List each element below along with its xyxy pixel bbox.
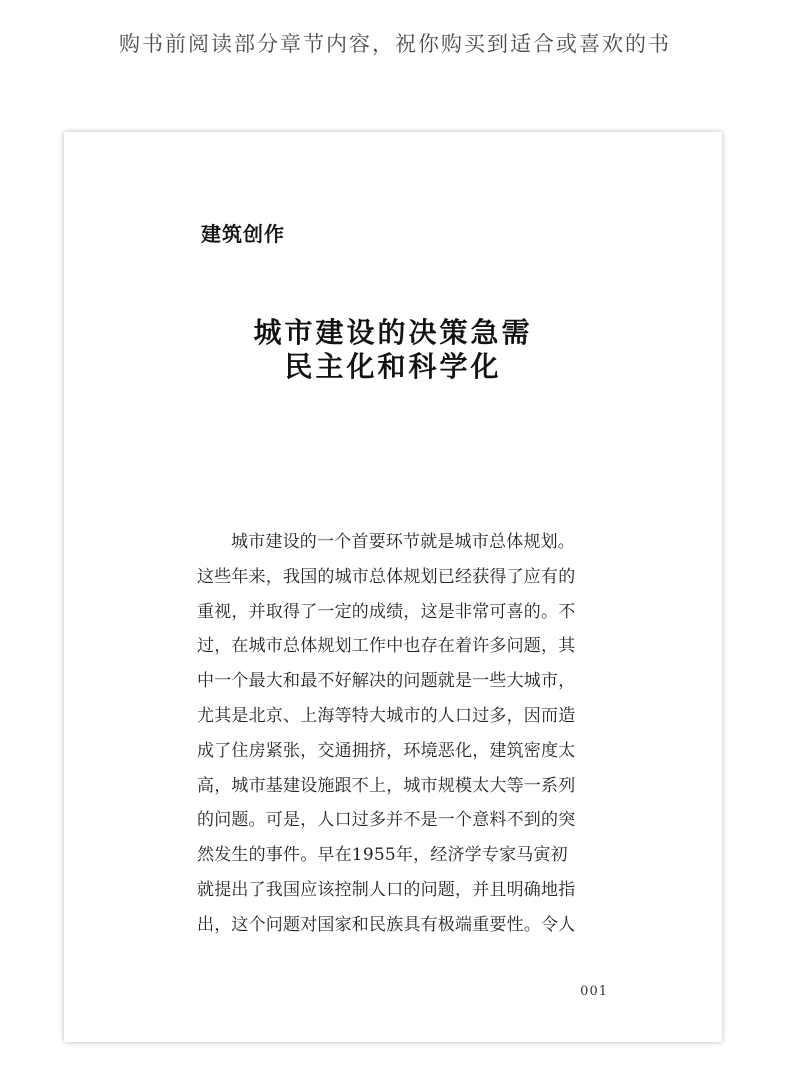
page-number: 001 — [580, 984, 608, 999]
chapter-title-line: 民主化和科学化 — [284, 350, 502, 383]
body-line: 出，这个问题对国家和民族具有极端重要性。令人 — [197, 914, 576, 935]
body-line: 城市建设的一个首要环节就是城市总体规划。 — [231, 532, 575, 552]
book-page — [64, 132, 722, 1042]
body-line: 成了住房紧张，交通拥挤，环境恶化，建筑密度太 — [197, 740, 576, 761]
body-line: 尤其是北京、上海等特大城市的人口过多，因而造 — [197, 705, 576, 726]
chapter-title — [64, 316, 722, 384]
top-banner — [0, 0, 790, 82]
body-line: 然发生的事件。早在1955年，经济学专家马寅初 — [197, 845, 568, 866]
banner-text: 购书前阅读部分章节内容，祝你购买到适合或喜欢的书 — [119, 32, 671, 56]
section-label: 建筑创作 — [201, 222, 285, 246]
body-line: 高，城市基建设施跟不上，城市规模太大等一系列 — [197, 775, 576, 796]
body-line: 的问题。可是，人口过多并不是一个意料不到的突 — [197, 810, 576, 831]
chapter-title-line: 城市建设的决策急需 — [253, 316, 533, 349]
body-text — [197, 525, 607, 943]
body-line: 这些年来，我国的城市总体规划已经获得了应有的 — [197, 566, 576, 587]
body-line: 就提出了我国应该控制人口的问题，并且明确地指 — [197, 879, 576, 900]
body-line: 过，在城市总体规划工作中也存在着许多问题，其 — [197, 636, 576, 657]
body-line: 中一个最大和最不好解决的问题就是一些大城市， — [197, 671, 576, 692]
body-line: 重视，并取得了一定的成绩，这是非常可喜的。不 — [197, 601, 576, 622]
